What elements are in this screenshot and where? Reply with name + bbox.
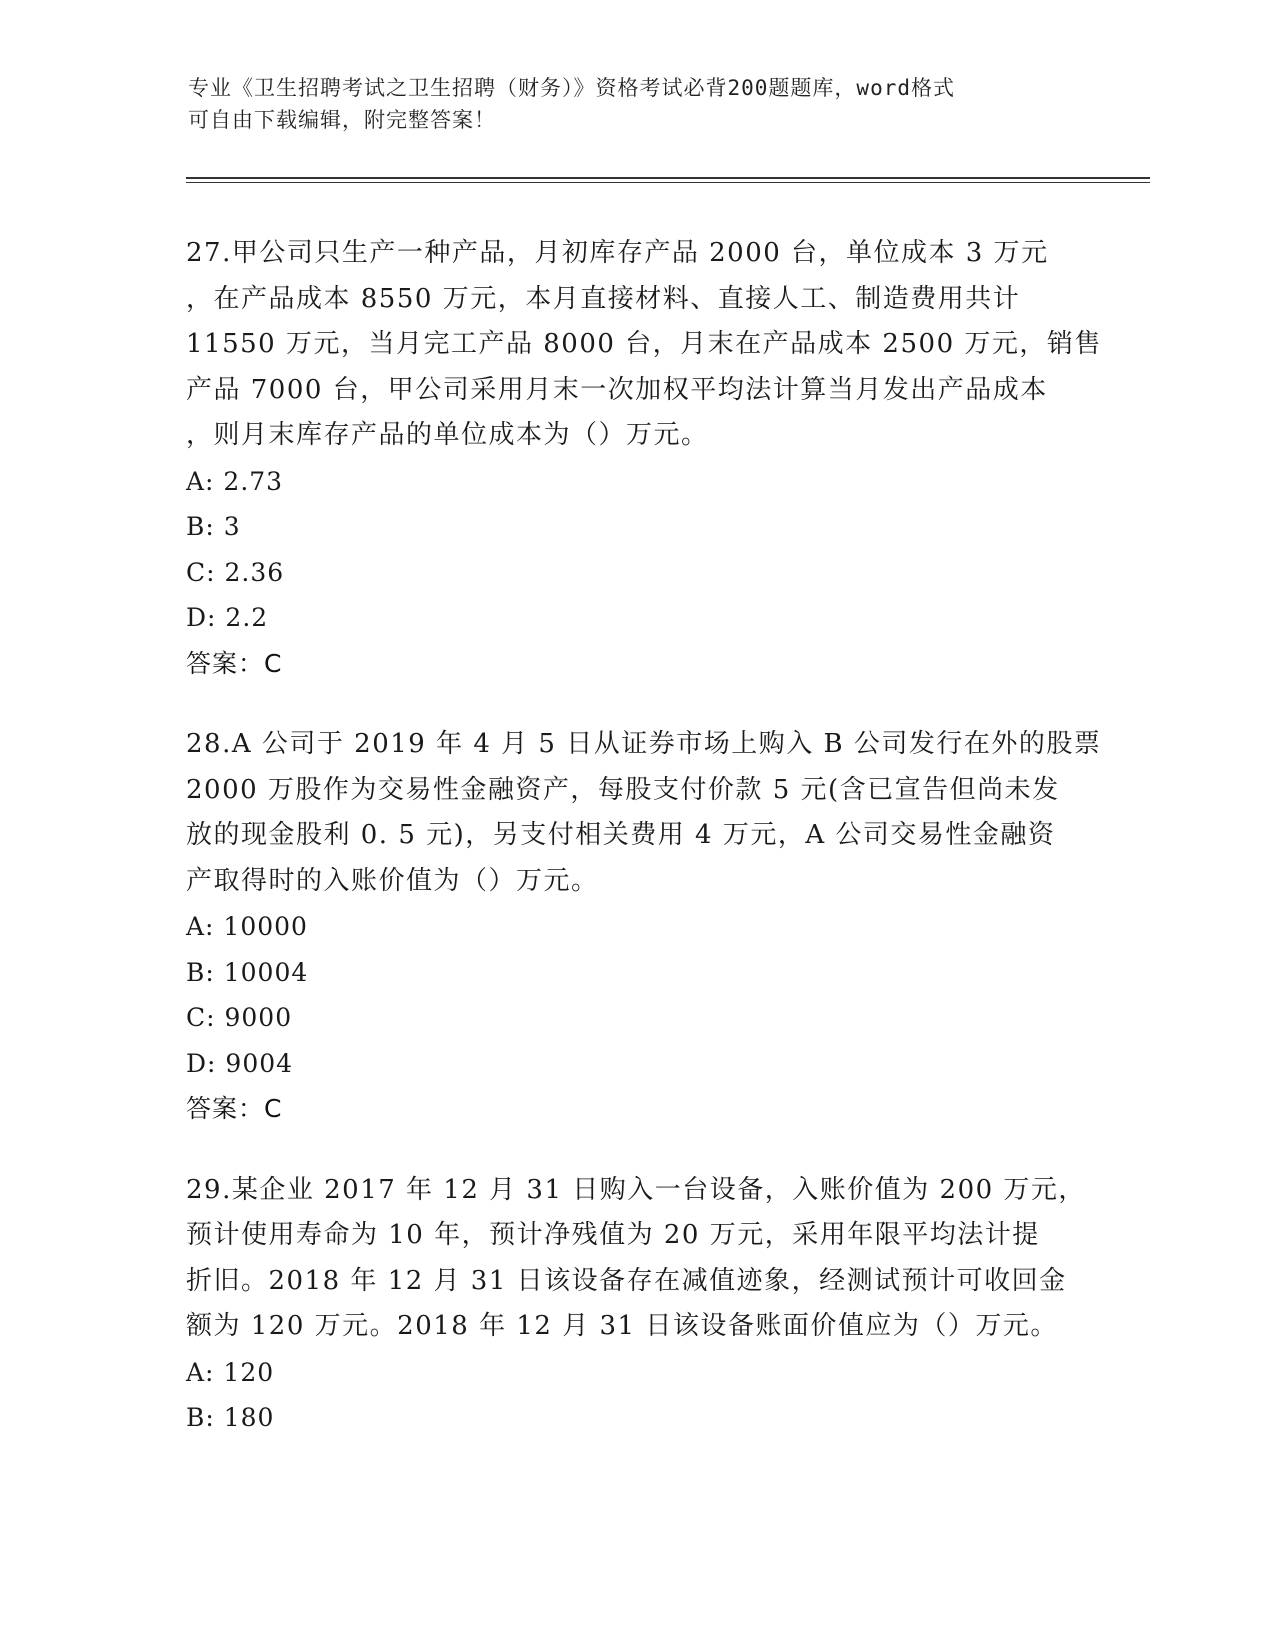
stem-line: 27.甲公司只生产一种产品，月初库存产品 2000 台，单位成本 3 万元: [186, 238, 1049, 268]
stem-line: 11550 万元，当月完工产品 8000 台，月末在产品成本 2500 万元，销售: [186, 329, 1102, 359]
stem-line: 2000 万股作为交易性金融资产，每股支付价款 5 元(含已宣告但尚未发: [186, 774, 1060, 805]
header-divider-top: [186, 177, 1150, 179]
stem-line: 放的现金股利 0. 5 元)，另支付相关费用 4 万元，A 公司交易性金融资: [186, 820, 1056, 850]
header-line-2: 可自由下载编辑，附完整答案！: [188, 108, 496, 132]
option-a: A: 2.73: [186, 466, 284, 496]
option-b: B: 3: [186, 512, 241, 541]
answer: 答案：C: [186, 1094, 283, 1123]
stem-line: 额为 120 万元。2018 年 12 月 31 日该设备账面价值应为（）万元。: [186, 1311, 1058, 1341]
option-d: D: 9004: [186, 1048, 294, 1078]
option-b: B: 10004: [186, 957, 309, 987]
question-27: [186, 231, 1102, 686]
question-stem: [186, 231, 1102, 459]
question-stem: [186, 722, 1102, 904]
answer: 答案：C: [186, 648, 283, 678]
option-c: C: 9000: [186, 1003, 293, 1032]
document-header: [188, 72, 1088, 136]
stem-line: 预计使用寿命为 10 年，预计净残值为 20 万元，采用年限平均法计提: [186, 1220, 1040, 1250]
stem-line: 28.A 公司于 2019 年 4 月 5 日从证券市场上购入 B 公司发行在外的股票: [186, 729, 1102, 759]
question-stem: [186, 1168, 1086, 1350]
option-c: C: 2.36: [186, 557, 285, 587]
stem-line: 折旧。2018 年 12 月 31 日该设备存在减值迹象，经测试预计可收回金: [186, 1265, 1067, 1296]
stem-line: 29.某企业 2017 年 12 月 31 日购入一台设备，入账价值为 200 万元，: [186, 1174, 1086, 1205]
question-29: [186, 1168, 1086, 1441]
stem-line: ，在产品成本 8550 万元，本月直接材料、直接人工、制造费用共计: [186, 283, 1021, 314]
header-divider-bottom: [186, 182, 1150, 183]
option-a: A: 120: [186, 1357, 275, 1387]
header-line-1: 专业《卫生招聘考试之卫生招聘（财务）》资格考试必背200题题库，word格式: [188, 76, 955, 100]
question-28: [186, 722, 1102, 1132]
question-list: [186, 231, 1102, 1477]
option-d: D: 2.2: [186, 603, 269, 632]
stem-line: 产取得时的入账价值为（）万元。: [186, 865, 599, 896]
stem-line: ，则月末库存产品的单位成本为（）万元。: [186, 420, 709, 450]
option-a: A: 10000: [186, 912, 308, 941]
option-b: B: 180: [186, 1403, 275, 1432]
stem-line: 产品 7000 台，甲公司采用月末一次加权平均法计算当月发出产品成本: [186, 374, 1048, 405]
